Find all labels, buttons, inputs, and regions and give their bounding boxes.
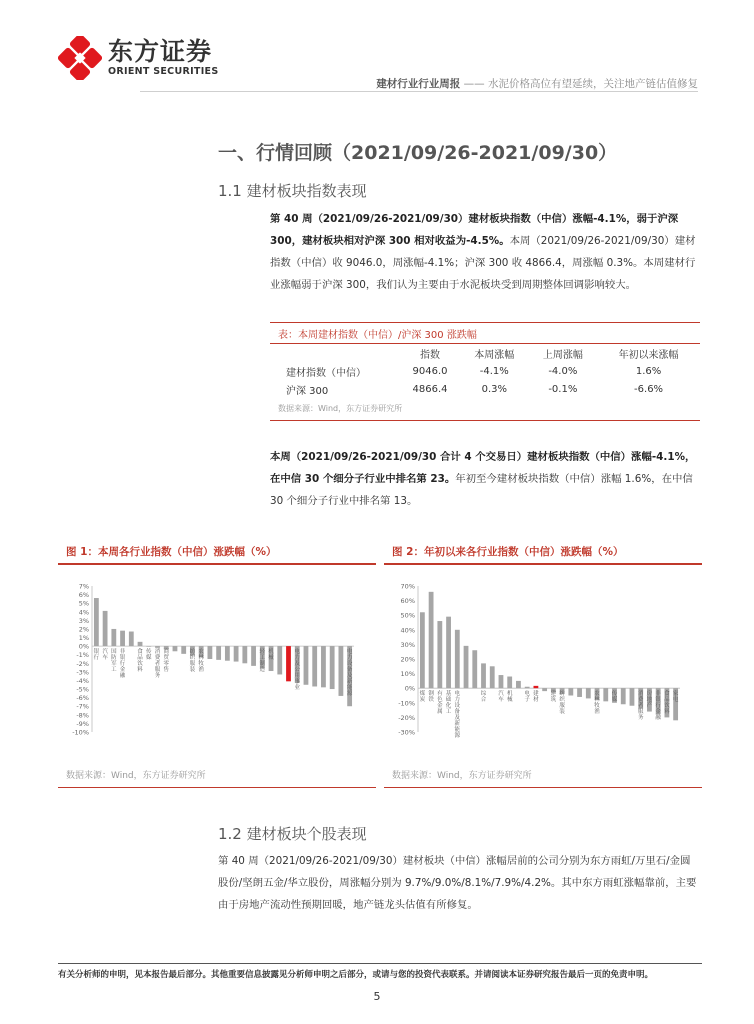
y-tick-label: -1% — [76, 651, 89, 660]
bar-有色金属 — [330, 646, 335, 689]
y-tick-label: -10% — [72, 728, 89, 737]
table-cell: -6.6% — [634, 383, 664, 395]
subsection-title-stocks: 1.2 建材板块个股表现 — [218, 825, 367, 843]
x-category-label: 电力及公用事业 — [294, 649, 300, 692]
figure2-source: 数据来源：Wind，东方证券研究所 — [392, 771, 532, 781]
bar-电力设备及新能源 — [455, 630, 460, 688]
figure1-caption: 图 1：本周各行业指数（中信）涨跌幅（%） — [66, 546, 277, 558]
logo-name-en: ORIENT SECURITIES — [108, 66, 219, 77]
bar-医药 — [603, 688, 608, 701]
x-category-label: 钢铁 — [428, 691, 434, 704]
y-tick-label: 60% — [400, 597, 415, 606]
report-subtitle: —— 水泥价格高位有望延续，关注地产链估值修复 — [460, 78, 698, 90]
table-row — [270, 380, 700, 398]
index-change-table — [270, 322, 700, 421]
figure2-caption: 图 2：年初以来各行业指数（中信）涨跌幅（%） — [392, 546, 624, 558]
bar-建材 — [533, 686, 538, 688]
y-tick-label: -30% — [398, 728, 415, 737]
table-header-cell: 本周涨幅 — [474, 349, 515, 361]
table-caption: 表：本周建材指数（中信）/沪深 300 涨跌幅 — [270, 322, 700, 343]
y-tick-label: -8% — [76, 711, 89, 720]
y-tick-label: 4% — [78, 608, 89, 617]
bar-房地产 — [129, 632, 134, 647]
bar-家电 — [207, 646, 212, 659]
bar-非银行金融 — [120, 631, 125, 646]
x-category-label: 建材 — [533, 691, 539, 704]
bar-国防军工 — [516, 681, 521, 688]
table-cell: -4.0% — [548, 365, 578, 377]
table-header-row — [270, 344, 700, 362]
table-cell: -4.1% — [479, 365, 509, 377]
bar-电子 — [525, 687, 530, 688]
bar-煤炭 — [338, 646, 343, 696]
report-header-title — [376, 76, 698, 91]
paragraph-body: 年初至今建材板块指数（中信）涨幅 1.6%，在中信 30 个细分子行业中排名第 13。 — [270, 473, 693, 507]
x-category-label: 银行 — [93, 649, 100, 662]
x-category-label: 消费者服务 — [637, 691, 644, 722]
x-category-label: 商贸零售 — [163, 649, 169, 674]
table-cell: 9046.0 — [412, 365, 448, 377]
table-cell: 0.3% — [481, 383, 507, 395]
bar-钢铁 — [321, 646, 326, 687]
y-tick-label: -7% — [76, 702, 89, 711]
bar-通信 — [173, 646, 178, 651]
table-cell: -0.1% — [548, 383, 578, 395]
bar-计算机 — [586, 688, 591, 698]
x-category-label: 传媒 — [146, 649, 152, 662]
company-logo — [58, 36, 218, 80]
y-tick-label: 40% — [400, 626, 415, 635]
y-tick-label: -2% — [76, 659, 89, 668]
y-tick-label: -6% — [76, 694, 89, 703]
x-category-label: 基础化工 — [445, 691, 452, 716]
x-category-label: 煤炭 — [419, 691, 426, 704]
bar-国防军工 — [111, 629, 116, 646]
y-tick-label: -9% — [76, 719, 89, 728]
x-category-label: 农林牧渔 — [594, 691, 600, 716]
x-category-label: 消费者服务 — [154, 649, 161, 680]
x-category-label: 农林牧渔 — [198, 649, 204, 674]
figure1-top-divider — [58, 563, 376, 565]
bar-石油石化 — [472, 650, 477, 688]
page-number: 5 — [373, 990, 381, 1003]
paragraph-bold-lead: 第 40 周（2021/09/26-2021/09/30）建材板块指数（中信）涨幅-4.1%，弱于沪深 300，建材板块相对沪深 300 相对收益为-4.5%。 — [270, 213, 679, 247]
table-row — [270, 362, 700, 380]
table-cell: 1.6% — [635, 365, 662, 377]
bar-煤炭 — [420, 612, 425, 688]
paragraph-ranking — [270, 446, 700, 512]
x-category-label: 纺织服装 — [189, 649, 196, 674]
paragraph-bold-lead: 本周（2021/09/26-2021/09/30 合计 4 个交易日）建材板块指数（中信）涨幅-4.1%，在中信 30 个细分子行业中排名第 23。 — [270, 451, 696, 485]
y-tick-label: 0% — [404, 684, 415, 693]
bar-通信 — [568, 688, 573, 695]
bar-机械 — [251, 646, 256, 666]
bar-医药 — [216, 646, 221, 660]
x-category-label: 综合 — [480, 691, 487, 704]
table-source: 数据来源：Wind，东方证券研究所 — [278, 404, 403, 413]
y-tick-label: 30% — [400, 640, 415, 649]
y-tick-label: 70% — [400, 582, 415, 591]
y-tick-label: 6% — [78, 591, 89, 600]
table-bottom-divider — [270, 420, 700, 421]
x-category-label: 电力设备及新能源 — [346, 649, 353, 698]
bar-交通运输 — [542, 688, 547, 691]
x-category-label: 食品饮料 — [664, 691, 670, 716]
section-title: 一、行情回顾（2021/09/26-2021/09/30） — [218, 142, 618, 164]
table-body — [270, 344, 700, 398]
x-category-label: 机械 — [268, 649, 274, 662]
chart-ytd-industry-change — [384, 572, 702, 762]
x-category-label: 家电 — [672, 691, 679, 704]
bar-汽车 — [103, 611, 108, 646]
y-tick-label: 10% — [400, 670, 415, 679]
x-category-label: 非银行金融 — [119, 649, 126, 680]
y-tick-label: 2% — [78, 625, 89, 634]
x-category-label: 电子 — [524, 691, 530, 704]
paragraph-index-performance — [270, 208, 700, 296]
figure2-top-divider — [384, 563, 702, 565]
table-header-cell: 指数 — [420, 349, 440, 361]
bar-钢铁 — [429, 592, 434, 688]
table-cell: 沪深 300 — [286, 385, 329, 397]
bar-轻工制造 — [490, 666, 495, 688]
y-tick-label: 7% — [78, 582, 89, 591]
y-tick-label: 0% — [78, 642, 89, 651]
y-tick-label: -20% — [398, 713, 415, 722]
y-tick-label: -5% — [76, 685, 89, 694]
subsection-title-index: 1.1 建材板块指数表现 — [218, 182, 367, 200]
bar-基础化工 — [446, 617, 451, 689]
bar-电子 — [225, 646, 230, 661]
bar-商贸零售 — [577, 688, 582, 697]
y-tick-label: 50% — [400, 611, 415, 620]
bar-计算机 — [181, 646, 186, 654]
x-category-label: 电力设备及新能源 — [454, 691, 461, 740]
bar-消费者服务 — [155, 646, 160, 648]
chart-weekly-industry-change — [58, 572, 376, 762]
bar-银行 — [94, 598, 99, 646]
figure1-bottom-divider — [58, 787, 376, 788]
header-divider — [140, 91, 698, 92]
x-category-label: 轻工制造 — [259, 649, 266, 674]
x-category-label: 有色金属 — [437, 691, 443, 716]
x-category-label: 建筑 — [550, 691, 557, 704]
y-tick-label: -3% — [76, 668, 89, 677]
bar-综合金融 — [630, 688, 635, 706]
bar-综合 — [481, 663, 486, 688]
y-tick-label: -10% — [398, 699, 415, 708]
bar-传媒 — [146, 646, 151, 647]
bar-综合金融 — [277, 646, 282, 674]
table-header-cell: 年初以来涨幅 — [618, 349, 679, 361]
x-category-label: 机械 — [506, 691, 513, 704]
bar-交通运输 — [234, 646, 239, 661]
y-tick-label: 3% — [78, 616, 89, 625]
x-category-label: 非银行金融 — [655, 691, 661, 722]
logo-name-cn: 东方证券 — [108, 37, 213, 66]
footer-disclaimer: 有关分析师的申明，见本报告最后部分。其他重要信息披露见分析师申明之后部分，或请与您的投资代表联系。并请阅读本证券研究报告最后一页的免责申明。 — [58, 970, 654, 980]
x-category-label: 国防军工 — [111, 649, 117, 674]
bar-建材 — [286, 646, 291, 681]
table-cell: 建材指数（中信） — [286, 367, 366, 379]
y-tick-label: -4% — [76, 676, 89, 685]
logo-mark-icon — [58, 36, 102, 80]
y-tick-label: 5% — [78, 599, 89, 608]
x-category-label: 纺织服装 — [559, 691, 565, 716]
table-header-cell — [270, 344, 400, 362]
figure2-bottom-divider — [384, 787, 702, 788]
table-header-cell: 上周涨幅 — [542, 349, 583, 361]
x-category-label: 房地产 — [646, 691, 653, 710]
bar-机械 — [507, 677, 512, 689]
report-type: 建材行业行业周报 — [376, 78, 461, 90]
y-tick-label: 20% — [400, 655, 415, 664]
bar-轻工制造 — [242, 646, 247, 663]
table-cell: 4866.4 — [412, 383, 448, 395]
bar-银行 — [621, 688, 626, 704]
x-category-label: 汽车 — [498, 691, 504, 704]
bar-有色金属 — [437, 621, 442, 688]
bar-石油石化 — [304, 646, 309, 685]
paragraph-stock-performance: 第 40 周（2021/09/26-2021/09/30）建材板块（中信）涨幅居前的公司分别为东方雨虹/万里石/金圆股份/坚朗五金/华立股份，周涨幅分别为 9.7%/9.0%/8.1%/7.9%/4.2%。其中东方雨虹涨幅靠前，主要由于房地产流动性预期回暖，地产链龙头估值有所修复。 — [218, 855, 697, 911]
x-category-label: 传媒 — [611, 691, 618, 704]
y-tick-label: 1% — [78, 634, 89, 643]
x-category-label: 汽车 — [102, 649, 108, 662]
footer-divider — [58, 963, 702, 964]
figure1-source: 数据来源：Wind，东方证券研究所 — [66, 771, 206, 781]
x-category-label: 食品饮料 — [137, 649, 143, 674]
bar-食品饮料 — [138, 642, 143, 646]
paragraph-body: 本周（2021/09/26-2021/09/30）建材指数（中信）收 9046.0，周涨幅-4.1%；沪深 300 收 4866.4，周涨幅 0.3%。本周建材行业涨幅弱于沪深 300，我们认为主要由于水泥板块受到周期整体回调影响较大。 — [270, 235, 696, 291]
bar-汽车 — [499, 675, 504, 688]
bar-基础化工 — [312, 646, 317, 686]
bar-电力及公用事业 — [464, 646, 469, 688]
